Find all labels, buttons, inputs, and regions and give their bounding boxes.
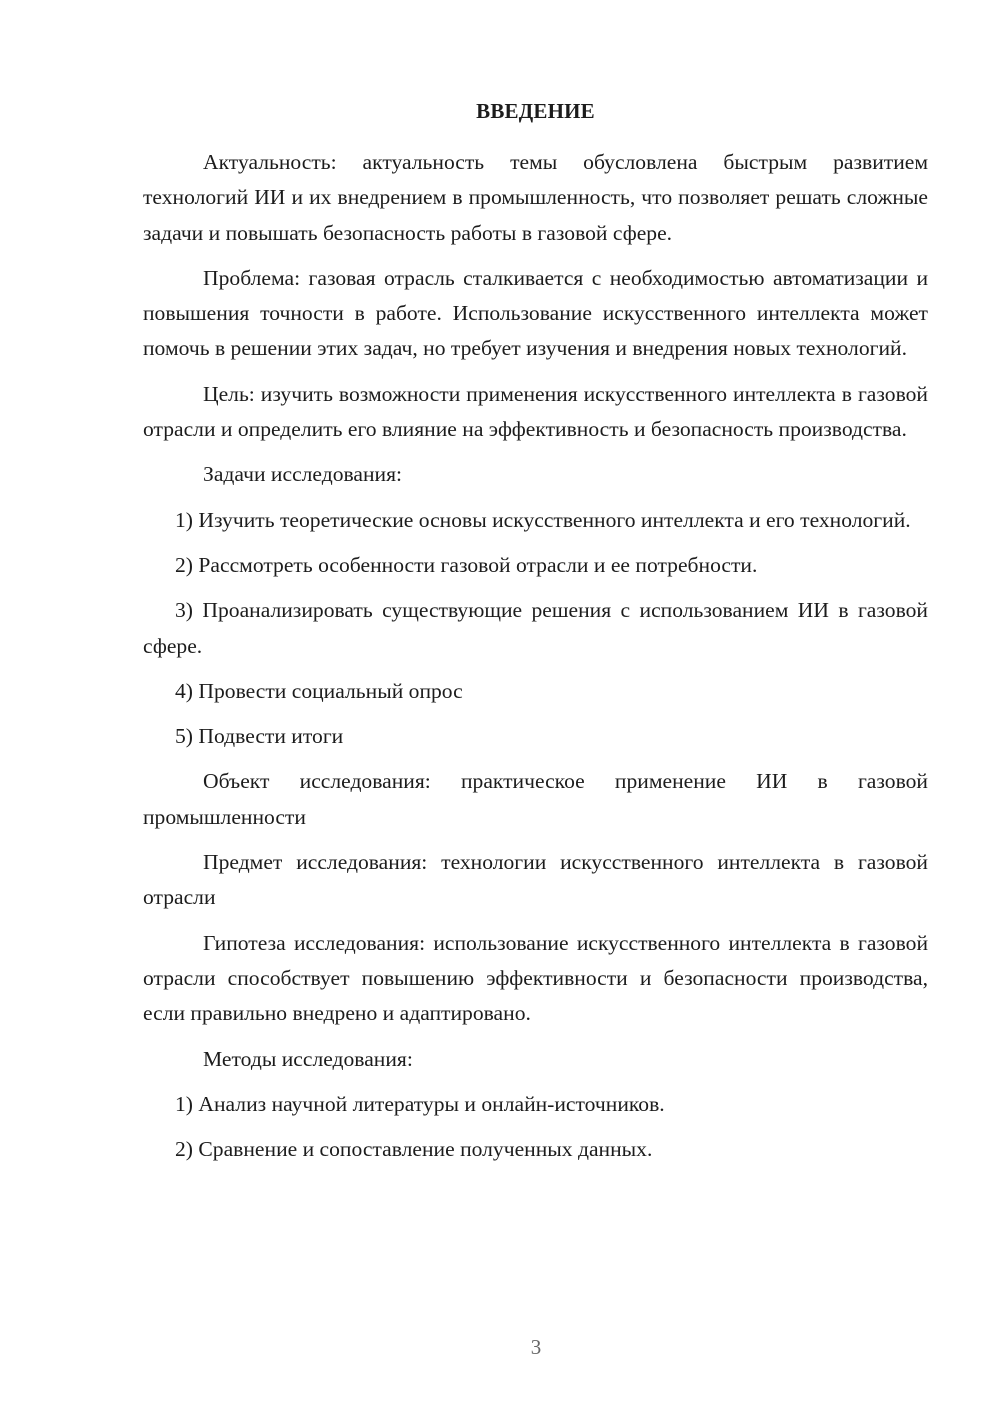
section-heading: ВВЕДЕНИЕ	[476, 99, 595, 123]
problem-paragraph: Проблема: газовая отрасль сталкивается с необходимостью автоматизации и повышения точности в работе. Использование искусственного интеллекта может помочь в решении этих задач, но требует изучения и внедрения новых технологий.	[143, 265, 928, 361]
tasks-title: Задачи исследования:	[203, 462, 403, 487]
goal-paragraph: Цель: изучить возможности применения искусственного интеллекта в газовой отрасли и определить его влияние на эффективность и безопасность производства.	[143, 381, 928, 442]
task-item-2: 2) Рассмотреть особенности газовой отрасли и ее потребности.	[175, 552, 758, 577]
task-item-4: 4) Провести социальный опрос	[175, 678, 463, 703]
task-item-5: 5) Подвести итоги	[175, 724, 344, 749]
method-item-1: 1) Анализ научной литературы и онлайн-источников.	[175, 1091, 665, 1116]
subject-paragraph: Предмет исследования: технологии искусственного интеллекта в газовой отрасли	[143, 850, 928, 910]
object-paragraph: Объект исследования: практическое применение ИИ в газовой промышленности	[143, 769, 928, 829]
hypothesis-paragraph: Гипотеза исследования: использование искусственного интеллекта в газовой отрасли способствует повышению эффективности и безопасности производства, если правильно внедрено и адаптировано.	[143, 930, 928, 1026]
method-item-2: 2) Сравнение и сопоставление полученных данных.	[175, 1137, 653, 1162]
task-item-1: 1) Изучить теоретические основы искусственного интеллекта и его технологий.	[175, 507, 911, 532]
page-number: 3	[530, 1335, 542, 1359]
task-item-3: 3) Проанализировать существующие решения с использованием ИИ в газовой сфере.	[143, 598, 928, 658]
relevance-paragraph: Актуальность: актуальность темы обусловлена быстрым развитием технологий ИИ и их внедрением в промышленность, что позволяет решать сложные задачи и повышать безопасность работы в газовой сфере.	[143, 150, 928, 245]
methods-title: Методы исследования:	[203, 1046, 413, 1071]
page-content	[143, 93, 928, 1177]
